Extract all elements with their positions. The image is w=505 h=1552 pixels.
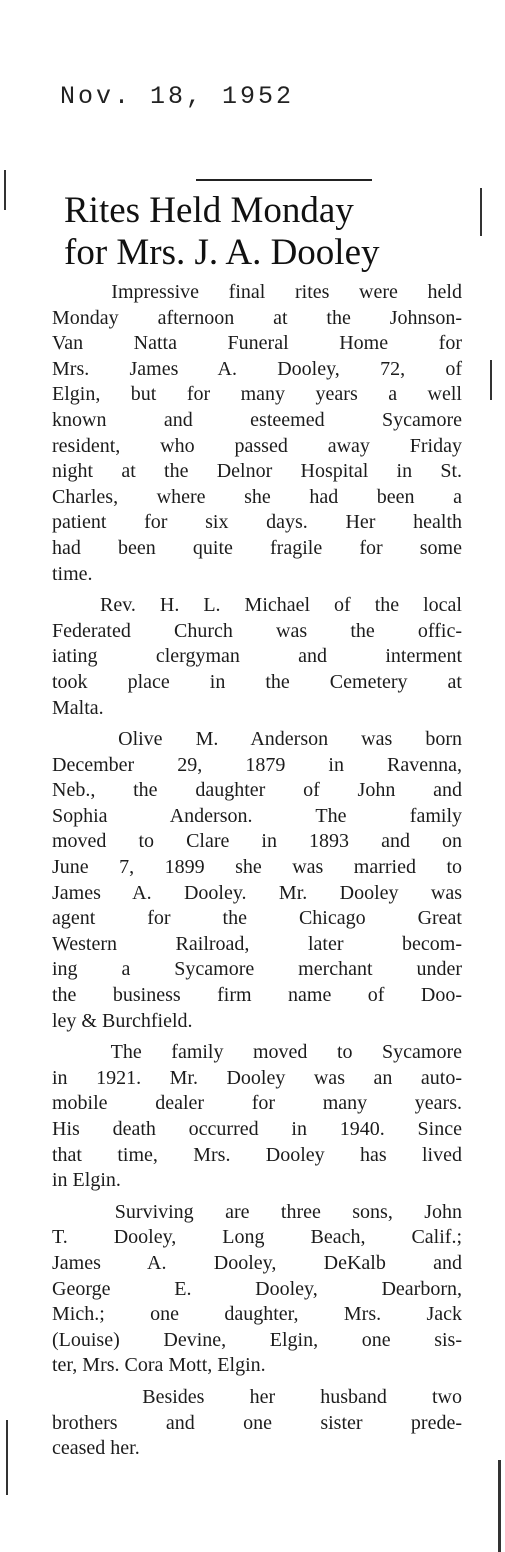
- text-line: (Louise) Devine, Elgin, one sis-: [52, 1328, 462, 1351]
- text-line: Neb., the daughter of John and: [52, 779, 462, 802]
- text-line: had been quite fragile for some: [52, 536, 462, 559]
- text-line: George E. Dooley, Dearborn,: [52, 1277, 462, 1300]
- text-line: James A. Dooley. Mr. Dooley was: [52, 881, 462, 904]
- text-line: ley & Burchfield.: [52, 1009, 193, 1032]
- text-line: time.: [52, 562, 93, 585]
- clipping-edge-mark: [6, 1420, 8, 1495]
- article-paragraph: [52, 280, 462, 587]
- text-line: Olive M. Anderson was born: [52, 728, 462, 751]
- text-line: Mrs. James A. Dooley, 72, of: [52, 357, 462, 380]
- text-line: The family moved to Sycamore: [52, 1041, 462, 1064]
- article-body: [52, 280, 462, 1468]
- text-line: Impressive final rites were held: [52, 281, 462, 303]
- text-line: ing a Sycamore merchant under: [52, 958, 462, 981]
- clipping-edge-mark: [490, 360, 492, 400]
- text-line: brothers and one sister prede-: [52, 1411, 462, 1434]
- headline-line: for Mrs. J. A. Dooley: [64, 232, 380, 273]
- article-paragraph: [52, 1385, 462, 1462]
- text-line: resident, who passed away Friday: [52, 434, 462, 457]
- text-line: in 1921. Mr. Dooley was an auto-: [52, 1066, 462, 1089]
- article-paragraph: [52, 727, 462, 1034]
- text-line: agent for the Chicago Great: [52, 907, 462, 930]
- text-line: His death occurred in 1940. Since: [52, 1118, 462, 1140]
- text-line: Van Natta Funeral Home for: [52, 332, 462, 355]
- article-paragraph: [52, 1200, 462, 1379]
- clipping-edge-mark: [480, 188, 482, 236]
- text-line: took place in the Cemetery at: [52, 670, 462, 693]
- clipping-edge-mark: [498, 1460, 501, 1552]
- text-line: ceased her.: [52, 1437, 140, 1460]
- text-line: Elgin, but for many years a well: [52, 383, 462, 406]
- text-line: Surviving are three sons, John: [52, 1200, 462, 1223]
- text-line: Mich.; one daughter, Mrs. Jack: [52, 1303, 462, 1326]
- article-paragraph: [52, 593, 462, 721]
- text-line: ter, Mrs. Cora Mott, Elgin.: [52, 1354, 266, 1377]
- text-line: December 29, 1879 in Ravenna,: [52, 753, 462, 776]
- text-line: in Elgin.: [52, 1169, 121, 1192]
- text-line: Malta.: [52, 696, 104, 719]
- text-line: James A. Dooley, DeKalb and: [52, 1251, 462, 1274]
- article-paragraph: [52, 1040, 462, 1194]
- text-line: T. Dooley, Long Beach, Calif.;: [52, 1226, 462, 1249]
- column-rule: [196, 179, 372, 181]
- text-line: Rev. H. L. Michael of the local: [52, 594, 462, 617]
- text-line: Sophia Anderson. The family: [52, 804, 462, 827]
- headline: [64, 190, 474, 274]
- text-line: Besides her husband two: [52, 1385, 462, 1408]
- text-line: mobile dealer for many years.: [52, 1092, 462, 1115]
- text-line: the business firm name of Doo-: [52, 984, 462, 1007]
- text-line: moved to Clare in 1893 and on: [52, 830, 462, 853]
- text-line: that time, Mrs. Dooley has lived: [52, 1143, 462, 1166]
- text-line: known and esteemed Sycamore: [52, 408, 462, 431]
- text-line: iating clergyman and interment: [52, 645, 462, 668]
- dateline: Nov. 18, 1952: [60, 82, 295, 111]
- text-line: night at the Delnor Hospital in St.: [52, 460, 462, 483]
- text-line: June 7, 1899 she was married to: [52, 856, 462, 879]
- text-line: Charles, where she had been a: [52, 485, 462, 508]
- text-line: Western Railroad, later becom-: [52, 932, 462, 955]
- text-line: Federated Church was the offic-: [52, 619, 462, 642]
- text-line: Monday afternoon at the Johnson-: [52, 306, 462, 329]
- text-line: patient for six days. Her health: [52, 511, 462, 534]
- clipping-edge-mark: [4, 170, 6, 210]
- headline-line: Rites Held Monday: [64, 190, 354, 231]
